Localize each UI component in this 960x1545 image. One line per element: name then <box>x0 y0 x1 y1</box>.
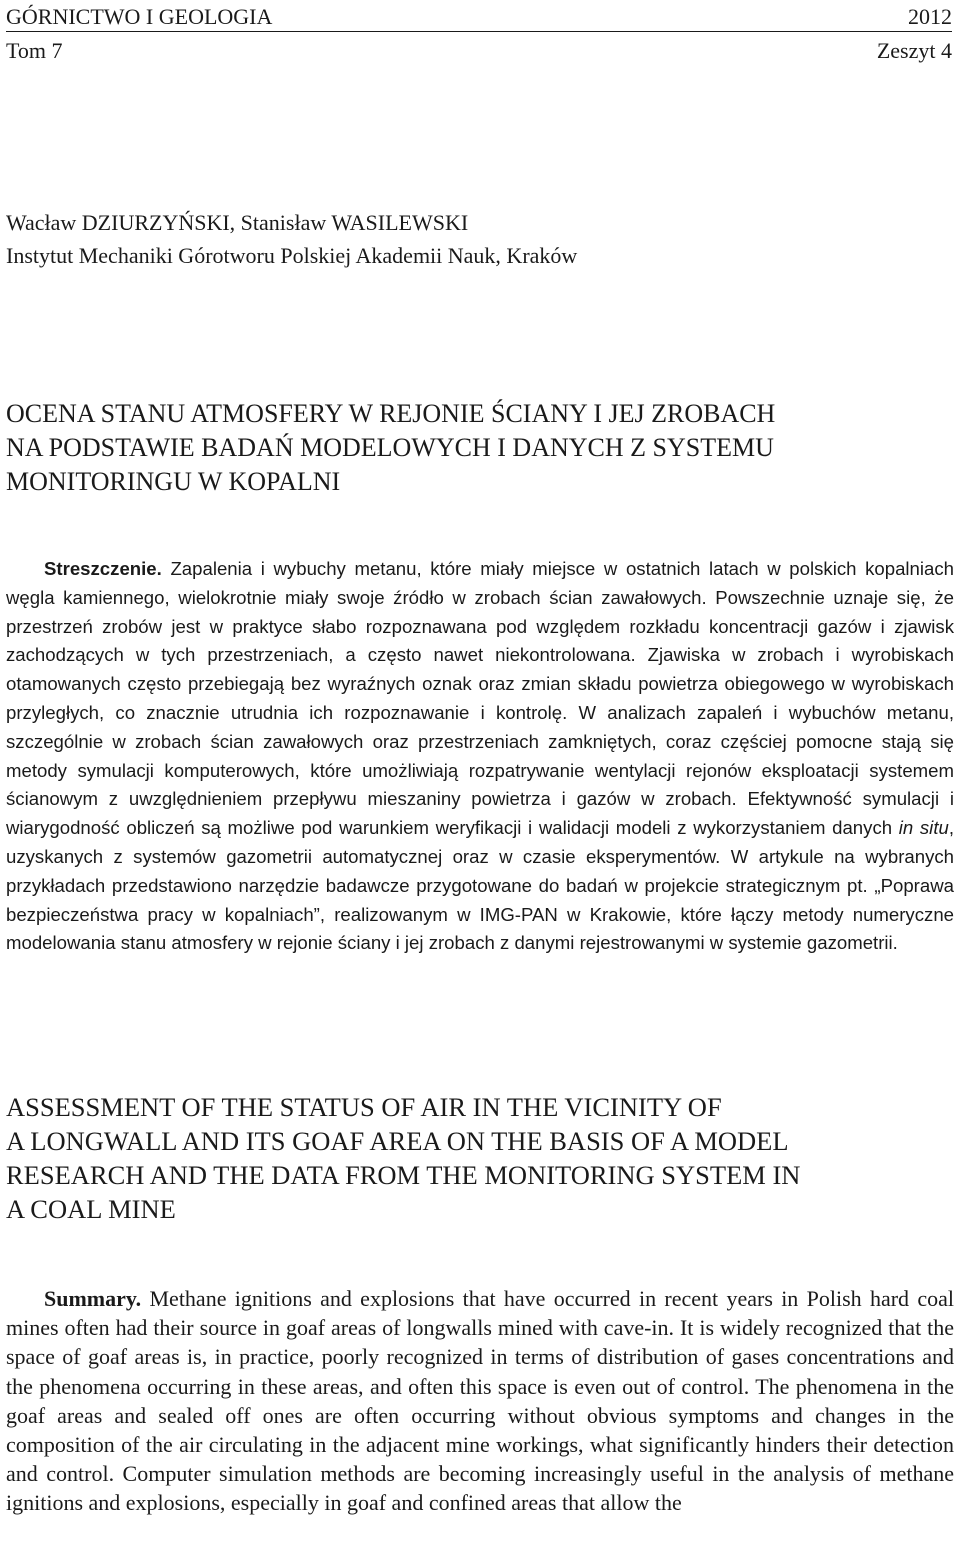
title-en-line: A COAL MINE <box>6 1194 176 1224</box>
title-en-line: ASSESSMENT OF THE STATUS OF AIR IN THE VICINITY OF <box>6 1092 722 1122</box>
title-pl-line: MONITORINGU W KOPALNI <box>6 467 341 496</box>
header-rule <box>6 31 952 32</box>
journal-name: GÓRNICTWO I GEOLOGIA <box>6 4 273 29</box>
summary-lead: Summary. <box>44 1286 142 1311</box>
running-header <box>6 4 952 30</box>
volume: Tom 7 <box>6 38 63 63</box>
author-affiliation: Instytut Mechaniki Górotworu Polskiej Akademii Nauk, Kraków <box>6 243 578 268</box>
title-polish <box>6 397 956 499</box>
title-pl-line: OCENA STANU ATMOSFERY W REJONIE ŚCIANY I JEJ ZROBACH <box>6 399 776 428</box>
title-pl-line: NA PODSTAWIE BADAŃ MODELOWYCH I DANYCH Z SYSTEMU <box>6 433 774 462</box>
title-english <box>6 1090 956 1226</box>
abstract-polish <box>6 555 954 958</box>
summary-english <box>6 1284 954 1518</box>
volume-row <box>6 38 952 64</box>
author-names: Wacław DZIURZYŃSKI, Stanisław WASILEWSKI <box>6 210 469 235</box>
title-en-line: A LONGWALL AND ITS GOAF AREA ON THE BASIS OF A MODEL <box>6 1126 789 1156</box>
author-block <box>6 206 577 272</box>
abstract-lead: Streszczenie. <box>44 558 162 579</box>
journal-year: 2012 <box>908 4 952 29</box>
abstract-text-2: , uzyskanych z systemów gazometrii automatycznej oraz w czasie eksperymentów. W artykule na wybranych przykładach przedstawiono narzędzie badawcze przygotowane do badań w projekcie strategicznym pt. „Poprawa bezpieczeństwa pracy w kopalniach”, realizowanym w IMG-PAN w Krakowie, które łączy metody numeryczne modelowania stanu atmosfery w rejonie ściany i jej zrobach z danymi rejestrowanymi w systemie gazometrii. <box>6 817 954 954</box>
abstract-italic: in situ <box>898 817 949 839</box>
summary-text: Methane ignitions and explosions that have occurred in recent years in Polish hard coal mines often had their source in goaf areas of longwalls mined with cave-in. It is widely recognized that the space of goaf areas is, in practice, poorly recognized in terms of distribution of gases concentrations and the phenomena occurring in these areas, and often this space is even out of control. The phenomena in the goaf areas and sealed off ones are often occurring without obvious symptoms and changes in the composition of the air circulating in the adjacent mine workings, what significantly hinders their detection and control. Computer simulation methods are becoming increasingly useful in the analysis of methane ignitions and explosions, especially in goaf and confined areas that allow the <box>6 1286 954 1516</box>
title-en-line: RESEARCH AND THE DATA FROM THE MONITORING SYSTEM IN <box>6 1160 801 1190</box>
issue: Zeszyt 4 <box>876 38 952 63</box>
abstract-text-1: Zapalenia i wybuchy metanu, które miały miejsce w ostatnich latach w polskich kopalniach węgla kamiennego, wielokrotnie miały swoje źródło w zrobach ścian zawałowych. Powszechnie uznaje się, że przestrzeń zrobów jest w praktyce słabo rozpoznawana pod względem rozkładu koncentracji gazów i zjawisk zachodzących w tych przestrzeniach, a często nawet niekontrolowana. Zjawiska w zrobach i wyrobiskach otamowanych często przebiegają bez wyraźnych oznak oraz zmian składu powietrza obiegowego w wyrobiskach przyległych, co znacznie utrudnia ich rozpoznawanie i kontrolę. W analizach zapaleń i wybuchów metanu, szczególnie w zrobach ścian zawałowych oraz przestrzeniach zamkniętych, coraz częściej pomocne stają się metody symulacji komputerowych, które umożliwiają rozpatrywanie wentylacji rejonów eksploatacji systemem ścianowym z uwzględnieniem przepływu mieszaniny powietrza i gazów w zrobach. Efektywność symulacji i wiarygodność obliczeń są możliwe pod warunkiem weryfikacji i walidacji modeli z wykorzystaniem danych <box>6 558 954 839</box>
